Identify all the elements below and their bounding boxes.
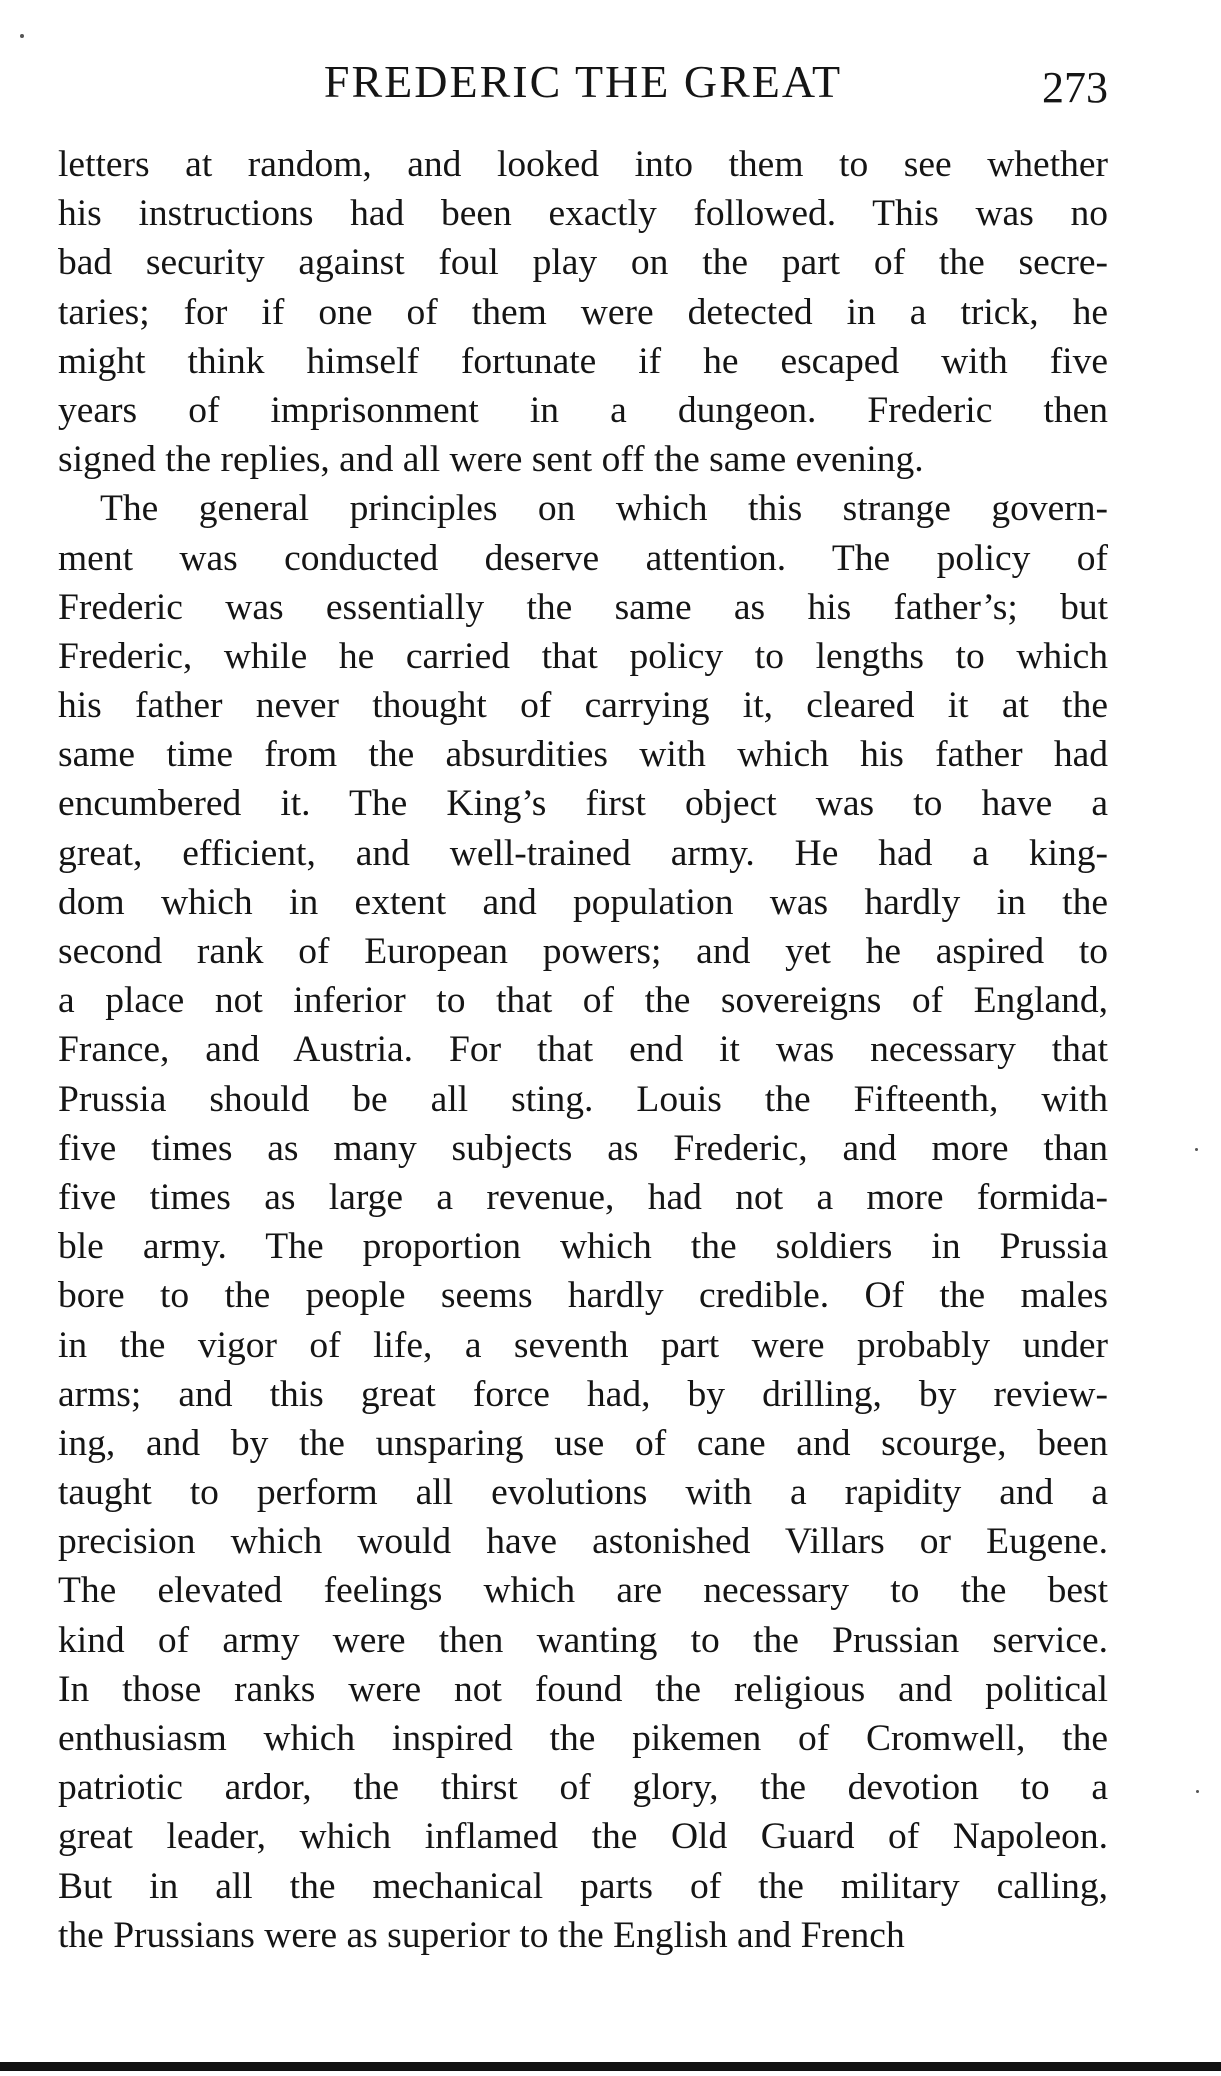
text-line: enthusiasm which inspired the pikemen of Cromwell, the (58, 1718, 1108, 1759)
print-speck (1196, 1790, 1199, 1793)
text-line: the Prussians were as superior to the English and French (58, 1914, 905, 1956)
text-line: The general principles on which this strange govern- (100, 488, 1108, 530)
text-line: arms; and this great force had, by drilling, by review- (58, 1373, 1108, 1415)
text-line: great leader, which inflamed the Old Guard of Napoleon. (58, 1816, 1108, 1858)
text-line: taries; for if one of them were detected in a trick, he (58, 291, 1108, 333)
text-line: a place not inferior to that of the sovereigns of England, (58, 980, 1108, 1022)
text-line: Frederic was essentially the same as his father’s; but (58, 586, 1108, 628)
text-line: his instructions had been exactly followed. This was no (58, 193, 1108, 235)
bottom-rule (0, 2062, 1221, 2071)
print-speck (20, 34, 24, 38)
text-line: same time from the absurdities with which his father had (58, 734, 1108, 776)
running-title: FREDERIC THE GREAT (323, 56, 843, 107)
text-line: precision which would have astonished Villars or Eugene. (58, 1521, 1108, 1563)
text-line: kind of army were then wanting to the Prussian service. (58, 1619, 1108, 1661)
text-line: in the vigor of life, a seventh part were probably under (58, 1324, 1108, 1366)
paragraph-2 (58, 484, 1108, 1960)
text-line: patriotic ardor, the thirst of glory, the devotion to a (58, 1767, 1108, 1809)
page-number: 273 (1042, 63, 1108, 112)
text-line: France, and Austria. For that end it was necessary that (58, 1029, 1108, 1071)
text-line: ing, and by the unsparing use of cane and scourge, been (58, 1422, 1108, 1464)
text-line: five times as large a revenue, had not a more formida- (58, 1176, 1108, 1218)
text-line: Frederic, while he carried that policy to lengths to which (58, 635, 1108, 677)
text-line: might think himself fortunate if he escaped with five (58, 340, 1108, 382)
text-line: taught to perform all evolutions with a rapidity and a (58, 1472, 1108, 1514)
text-line: But in all the mechanical parts of the military calling, (58, 1865, 1108, 1907)
text-line: encumbered it. The King’s first object was to have a (58, 783, 1108, 825)
text-line: ble army. The proportion which the soldiers in Prussia (58, 1226, 1108, 1268)
text-line: bore to the people seems hardly credible. Of the males (58, 1275, 1108, 1317)
text-line: In those ranks were not found the religious and political (58, 1668, 1108, 1710)
text-line: his father never thought of carrying it, cleared it at the (58, 685, 1108, 727)
text-line: great, efficient, and well-trained army. He had a king- (58, 832, 1108, 874)
page-header (58, 52, 1108, 112)
text-line: years of imprisonment in a dungeon. Frederic then (58, 389, 1108, 431)
text-line: second rank of European powers; and yet he aspired to (58, 931, 1108, 972)
text-line: signed the replies, and all were sent off the same evening. (58, 439, 924, 481)
text-line: The elevated feelings which are necessary to the best (58, 1570, 1108, 1612)
text-line: Prussia should be all sting. Louis the Fifteenth, with (58, 1078, 1108, 1120)
text-line: five times as many subjects as Frederic, and more than (58, 1127, 1108, 1169)
text-line: ment was conducted deserve attention. The policy of (58, 537, 1108, 579)
print-speck (1195, 1148, 1198, 1151)
paragraph-1 (58, 140, 1108, 484)
text-line: bad security against foul play on the part of the secre- (58, 242, 1108, 284)
body-text (58, 140, 1108, 1960)
text-line: letters at random, and looked into them to see whether (58, 144, 1108, 185)
text-line: dom which in extent and population was hardly in the (58, 881, 1108, 923)
